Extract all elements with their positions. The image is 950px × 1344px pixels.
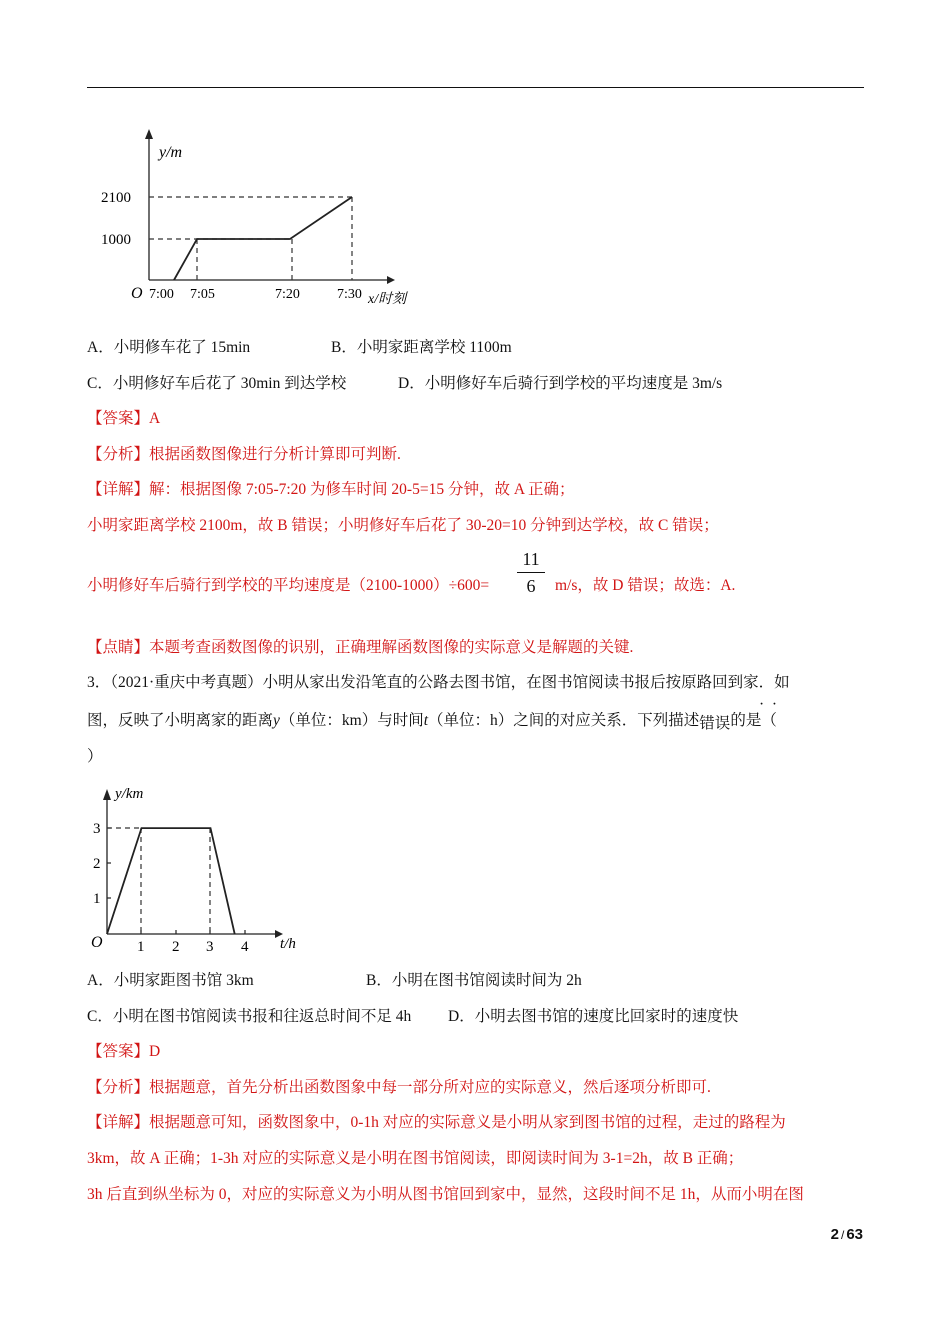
x-tick-700: 7:00 [149, 287, 174, 302]
stem-emphasis: 错误 [699, 715, 731, 732]
fraction-denominator: 6 [526, 576, 536, 596]
page-number: 2 / 63 [830, 1226, 863, 1243]
q2-answer [87, 408, 160, 430]
detail-text: 根据题意可知，函数图象中，0-1h 对应的实际意义是小明从家到图书馆的过程，走过的路程为 [149, 1114, 786, 1131]
q3-option-b: B．小明在图书馆阅读时间为 2h [366, 972, 582, 989]
x-tick-1: 1 [137, 939, 145, 955]
x-tick-4: 4 [241, 939, 249, 955]
stem-part-c: （单位：h）之间的对应关系．下列描述 [428, 712, 700, 729]
q2-detail-3b: m/s，故 D 错误；故选：A. [555, 577, 736, 594]
q2-detail-3a: 小明修好车后骑行到学校的平均速度是（2100-1000）÷600= [87, 577, 490, 594]
header-rule [87, 87, 864, 88]
detail-text: 解：根据图像 7:05-7:20 为修车时间 20-5=15 分钟，故 A 正确； [149, 481, 575, 498]
stem-var-y: y [273, 712, 280, 729]
y-axis-title: y/km [115, 786, 144, 802]
q2-option-c: C．小明修好车后花了 30min 到达学校 [87, 375, 347, 392]
origin-label: O [131, 285, 143, 302]
data-line [107, 828, 235, 934]
y-axis-arrow [145, 129, 153, 139]
stem-part-a: 图，反映了小明离家的距离 [87, 712, 274, 729]
q2-option-b: B．小明家距离学校 1100m [331, 339, 512, 356]
detail-tag: 【详解】 [87, 1114, 150, 1131]
q3-analysis [87, 1077, 711, 1099]
chart-library-distance [87, 780, 317, 955]
detail-tag: 【详解】 [87, 481, 150, 498]
analysis-text: 根据题意，首先分析出函数图象中每一部分所对应的实际意义，然后逐项分析即可. [149, 1079, 711, 1096]
q3-stem-2 [87, 710, 777, 732]
y-tick-2: 2 [93, 856, 101, 872]
y-axis-title: y/m [159, 144, 183, 161]
answer-tag: 【答案】 [87, 410, 150, 427]
y-axis-arrow [103, 789, 111, 800]
q3-option-a: A．小明家距图书馆 3km [87, 972, 254, 989]
stem-part-d: 的是（ [730, 712, 777, 729]
x-tick-2: 2 [172, 939, 180, 955]
remark-text: 本题考查函数图像的识别，正确理解函数图像的实际意义是解题的关键. [149, 639, 634, 656]
y-tick-1000: 1000 [101, 232, 131, 248]
stem-var-t: t [423, 712, 429, 729]
q3-detail-2: 3km，故 A 正确；1-3h 对应的实际意义是小明在图书馆阅读，即阅读时间为 3-1=2h，故 B 正确； [87, 1150, 744, 1167]
y-tick-3: 3 [93, 821, 101, 837]
fraction-bar [517, 572, 545, 573]
remark-tag: 【点睛】 [87, 639, 150, 656]
q2-remark [87, 637, 633, 659]
q2-analysis [87, 444, 401, 466]
q3-stem-3: ） [87, 748, 103, 765]
analysis-text: 根据函数图像进行分析计算即可判断. [149, 446, 401, 463]
data-line [174, 197, 352, 280]
q3-detail-3: 3h 后直到纵坐标为 0，对应的实际意义为小明从图书馆回到家中，显然，这段时间不足 1h，从而小明在图 [87, 1186, 804, 1203]
q3-stem-1: 3．（2021·重庆中考真题）小明从家出发沿笔直的公路去图书馆，在图书馆阅读书报后按原路回到家．如 [87, 674, 790, 691]
x-axis-title: t/h [280, 936, 296, 952]
answer-value: D [149, 1043, 161, 1060]
q2-detail-2: 小明家距离学校 2100m，故 B 错误；小明修好车后花了 30-20=10 分钟到达学校，故 C 错误； [87, 517, 719, 534]
stem-part-b: （单位：km）与时间 [279, 712, 424, 729]
page-total: 63 [846, 1226, 863, 1243]
q3-detail-1 [87, 1112, 786, 1134]
analysis-tag: 【分析】 [87, 446, 150, 463]
q3-answer [87, 1041, 160, 1063]
x-tick-3: 3 [206, 939, 214, 955]
q2-detail-1 [87, 479, 575, 501]
page-current: 2 [830, 1226, 839, 1243]
x-tick-730: 7:30 [337, 287, 362, 302]
q3-option-c: C．小明在图书馆阅读书报和往返总时间不足 4h [87, 1008, 412, 1025]
answer-value: A [149, 410, 161, 427]
y-tick-1: 1 [93, 891, 101, 907]
emphasis-dots: · · [759, 696, 778, 713]
x-tick-720: 7:20 [275, 287, 300, 302]
x-axis-arrow [387, 276, 395, 284]
fraction-numerator: 11 [522, 549, 540, 569]
x-tick-705: 7:05 [190, 287, 215, 302]
q2-option-a: A．小明修车花了 15min [87, 339, 251, 356]
analysis-tag: 【分析】 [87, 1079, 150, 1096]
x-axis-title: x/时刻 [368, 292, 407, 307]
fraction-11-6 [515, 548, 547, 597]
origin-label: O [91, 934, 103, 951]
chart-bicycle-distance [87, 125, 417, 320]
answer-tag: 【答案】 [87, 1043, 150, 1060]
q2-option-d: D．小明修好车后骑行到学校的平均速度是 3m/s [398, 375, 723, 392]
y-tick-2100: 2100 [101, 190, 131, 206]
q3-option-d: D．小明去图书馆的速度比回家时的速度快 [448, 1008, 739, 1025]
